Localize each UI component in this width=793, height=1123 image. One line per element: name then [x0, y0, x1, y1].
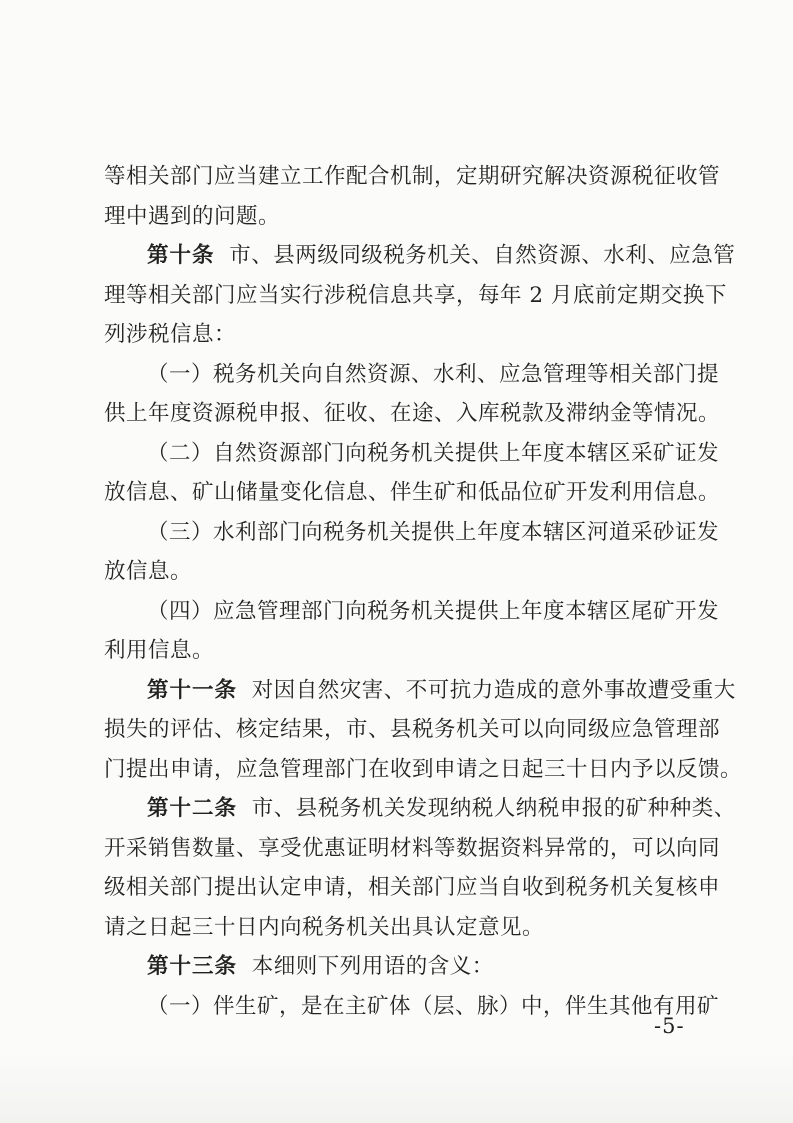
article-text: 对因自然灾害、不可抗力造成的意外事故遭受重大	[251, 677, 736, 703]
text-line: （四）应急管理部门向税务机关提供上年度本辖区尾矿开发	[147, 598, 720, 624]
text-line: （二）自然资源部门向税务机关提供上年度本辖区采矿证发	[147, 440, 720, 466]
list-item	[104, 434, 721, 513]
article-12	[104, 789, 736, 947]
text-line	[104, 671, 736, 711]
article-text: 市、县两级同级税务机关、自然资源、水利、应急管	[229, 243, 736, 268]
article-heading: 第十条	[147, 243, 215, 268]
text-line: 损失的评估、核定结果，市、县税务机关可以向同级应急管理部	[104, 717, 721, 742]
text-line: 利用信息。	[104, 638, 215, 663]
text-line	[104, 789, 736, 829]
text-line: 门提出申请，应急管理部门在收到申请之日起三十日内予以反馈。	[104, 756, 743, 782]
text-line	[104, 236, 736, 276]
list-item	[104, 513, 720, 592]
article-heading: 第十三条	[147, 954, 238, 979]
list-item	[104, 987, 720, 1027]
text-line: 等相关部门应当建立工作配合机制，定期研究解决资源税征收管	[104, 164, 721, 189]
text-line: 放信息、矿山储量变化信息、伴生矿和低品位矿开发利用信息。	[104, 480, 721, 505]
article-text: 本细则下列用语的含义：	[251, 954, 494, 979]
article-10	[104, 236, 736, 355]
article-13	[104, 947, 690, 987]
text-line: 开采销售数量、享受优惠证明材料等数据资料异常的，可以向同	[104, 835, 721, 861]
text-line: （三）水利部门向税务机关提供上年度本辖区河道采砂证发	[147, 519, 720, 545]
text-line: （一）伴生矿，是在主矿体（层、脉）中，伴生其他有用矿	[147, 993, 720, 1019]
text-line: （一）税务机关向自然资源、水利、应急管理等相关部门提	[147, 361, 720, 387]
article-text: 市、县税务机关发现纳税人纳税申报的矿种种类、	[251, 796, 736, 821]
text-line: 放信息。	[104, 559, 193, 584]
page-number: -5-	[654, 1014, 685, 1038]
scan-shadow	[0, 1053, 793, 1123]
text-line: 理中遇到的问题。	[104, 203, 281, 229]
article-11	[104, 671, 743, 790]
text-line: 理等相关部门应当实行涉税信息共享，每年 2 月底前定期交换下	[104, 282, 727, 308]
text-line: 级相关部门提出认定申请，相关部门应当自收到税务机关复核申	[104, 875, 721, 900]
text-line: 列涉税信息：	[104, 322, 237, 347]
document-body	[104, 157, 743, 1026]
list-item	[104, 592, 720, 671]
article-heading: 第十一条	[147, 677, 238, 703]
list-item	[104, 355, 721, 434]
text-line: 请之日起三十日内向税务机关出具认定意见。	[104, 914, 545, 940]
paragraph-continuation	[104, 157, 721, 236]
text-line	[104, 947, 690, 987]
article-heading: 第十二条	[147, 796, 238, 821]
text-line: 供上年度资源税申报、征收、在途、入库税款及滞纳金等情况。	[104, 401, 721, 426]
